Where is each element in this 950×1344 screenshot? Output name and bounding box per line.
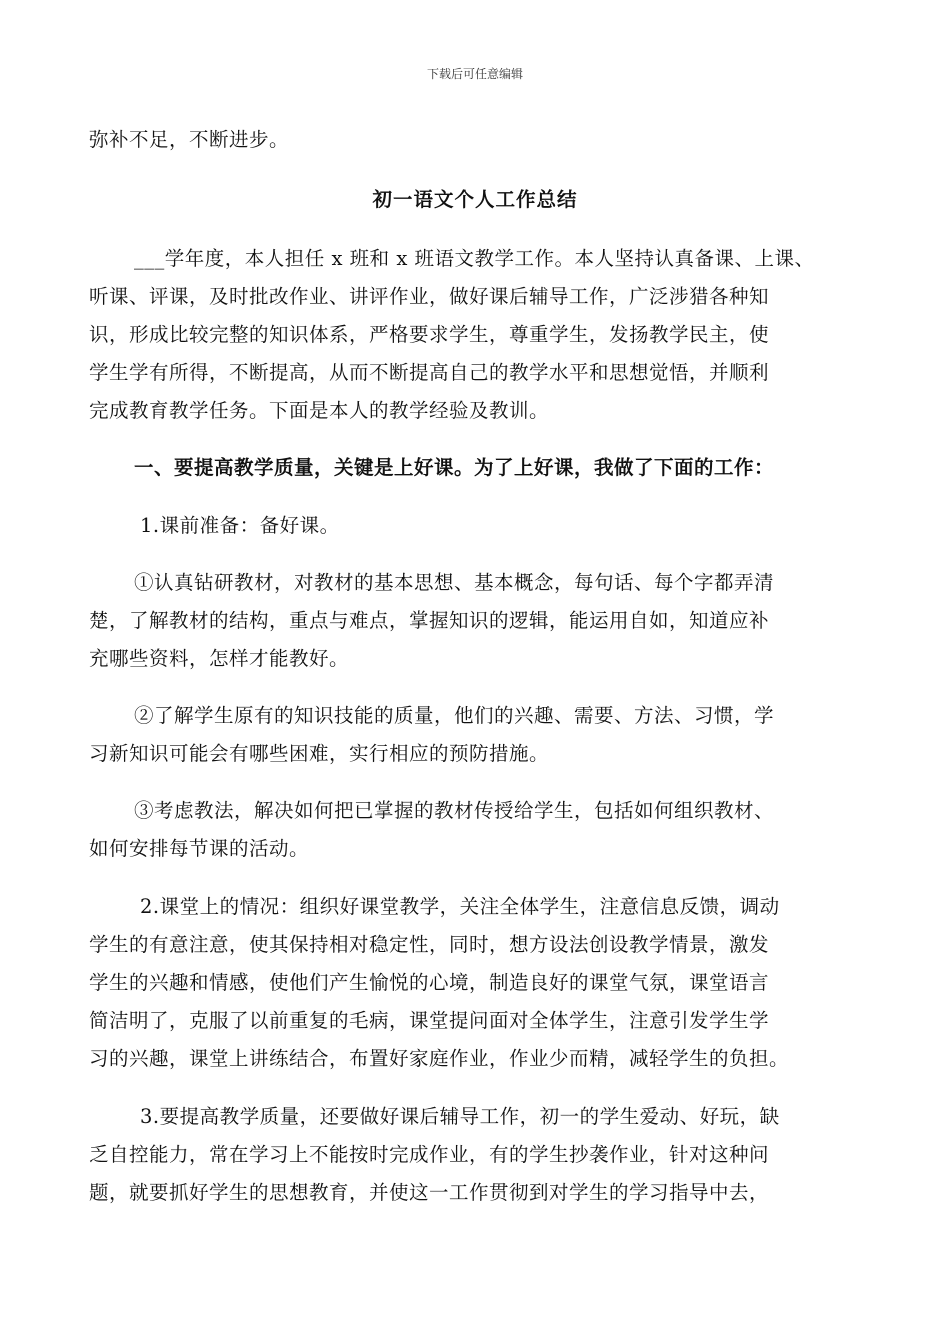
text-line: 楚，了解教材的结构，重点与难点，掌握知识的逻辑，能运用自如，知道应补 <box>89 609 770 632</box>
text-line: 习新知识可能会有哪些困难，实行相应的预防措施。 <box>89 742 550 765</box>
text-line: 简洁明了，克服了以前重复的毛病，课堂提问面对全体学生，注意引发学生学 <box>89 1009 770 1032</box>
text-line: 识，形成比较完整的知识体系，严格要求学生，尊重学生，发扬教学民主，使 <box>89 323 770 346</box>
text-line: 习的兴趣，课堂上讲练结合，布置好家庭作业，作业少而精，减轻学生的负担。 <box>89 1047 790 1070</box>
page-header: 下载后可任意编辑 <box>426 67 523 81</box>
text-line: 题，就要抓好学生的思想教育，并使这一工作贯彻到对学生的学习指导中去， <box>89 1181 770 1204</box>
text-line: 完成教育教学任务。下面是本人的教学经验及教训。 <box>89 399 550 422</box>
text-line: 学生的兴趣和情感，使他们产生愉悦的心境，制造良好的课堂气氛，课堂语言 <box>89 971 770 994</box>
text-line: 充哪些资料，怎样才能教好。 <box>89 647 350 670</box>
text-line: 听课、评课，及时批改作业、讲评作业，做好课后辅导工作，广泛涉猎各种知 <box>89 285 770 308</box>
text-line: 2.课堂上的情况：组织好课堂教学，关注全体学生，注意信息反馈，调动 <box>140 895 780 918</box>
text-line: ③考虑教法，解决如何把已掌握的教材传授给学生，包括如何组织教材、 <box>134 799 775 822</box>
text-line: ①认真钻研教材，对教材的基本思想、基本概念，每句话、每个字都弄清 <box>134 571 775 594</box>
text-line: 乏自控能力，常在学习上不能按时完成作业，有的学生抄袭作业，针对这种问 <box>89 1143 770 1166</box>
text-line: 3.要提高教学质量，还要做好课后辅导工作，初一的学生爱动、好玩，缺 <box>140 1105 780 1128</box>
text-line: ___学年度，本人担任 x 班和 x 班语文教学工作。本人坚持认真备课、上课、 <box>134 247 815 270</box>
document-title: 初一语文个人工作总结 <box>372 188 578 211</box>
section-heading: 一、要提高教学质量，关键是上好课。为了上好课，我做了下面的工作： <box>134 456 775 479</box>
text-line: ②了解学生原有的知识技能的质量，他们的兴趣、需要、方法、习惯，学 <box>134 704 775 727</box>
text-line: 学生学有所得，不断提高，从而不断提高自己的教学水平和思想觉悟，并顺利 <box>89 361 770 384</box>
text-line: 弥补不足，不断进步。 <box>89 128 290 151</box>
text-line: 1.课前准备：备好课。 <box>140 514 340 537</box>
text-line: 如何安排每节课的活动。 <box>89 837 310 860</box>
text-line: 学生的有意注意，使其保持相对稳定性，同时，想方设法创设教学情景，激发 <box>89 933 770 956</box>
